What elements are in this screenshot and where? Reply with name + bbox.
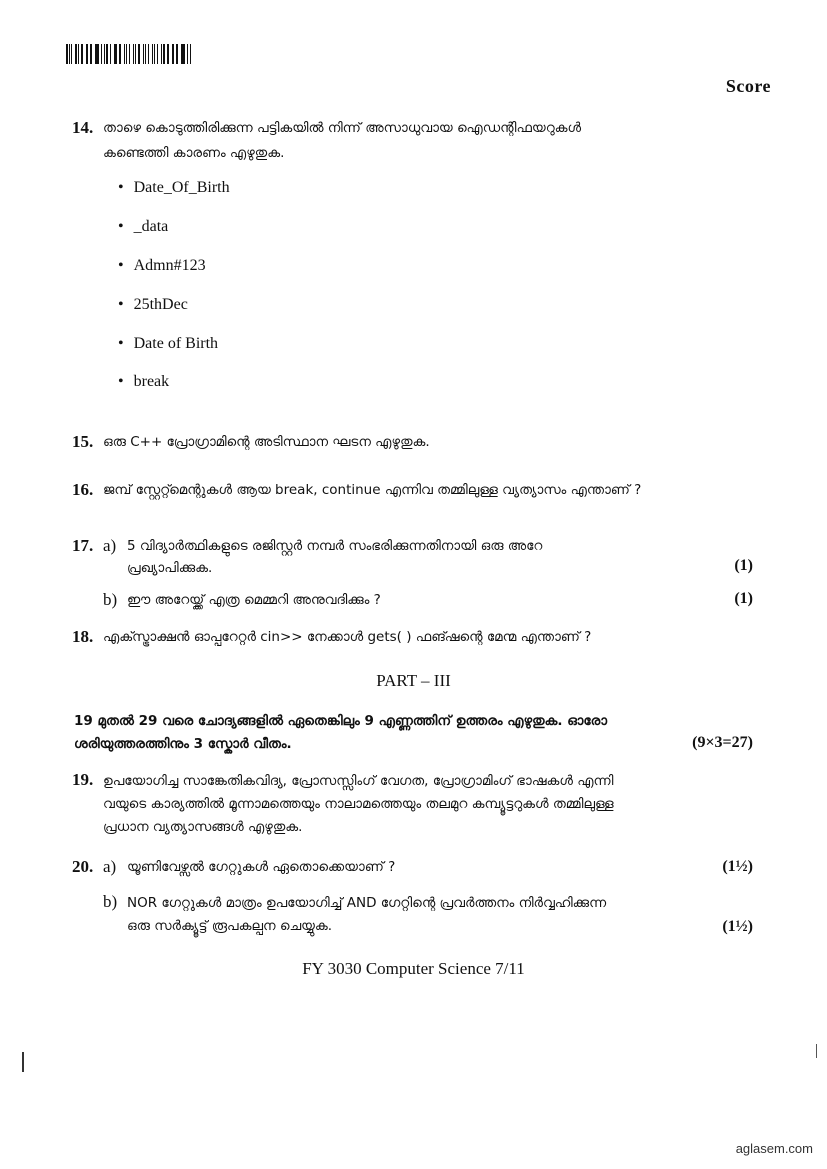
barcode-stripe bbox=[95, 44, 96, 64]
barcode-stripe bbox=[81, 44, 83, 64]
barcode-stripe bbox=[173, 44, 174, 64]
q14-option-1: • Date_Of_Birth bbox=[118, 179, 230, 197]
q14-text-line2: കണ്ടെത്തി കാരണം എഴുതുക. bbox=[103, 145, 285, 161]
barcode bbox=[66, 44, 192, 64]
q14-option-5: • Date of Birth bbox=[118, 335, 218, 353]
barcode-stripe bbox=[106, 44, 108, 64]
q19-number: 19. bbox=[72, 770, 94, 789]
q17-b-label: b) bbox=[103, 590, 118, 609]
barcode-stripe bbox=[154, 44, 156, 64]
barcode-stripe bbox=[75, 44, 77, 64]
q19-line3: പ്രധാന വ്യത്യാസങ്ങൾ എഴുതുക. bbox=[103, 819, 303, 835]
barcode-stripe bbox=[182, 44, 184, 64]
q16-text: ജമ്പ് സ്റ്റേറ്റ്മെന്റുകൾ ആയ break, continue എന്നിവ തമ്മിലുള്ള വ്യത്യാസം എന്താണ് ? bbox=[103, 482, 642, 498]
barcode-stripe bbox=[161, 44, 162, 64]
barcode-stripe bbox=[157, 44, 158, 64]
q14-option-6: • break bbox=[118, 373, 169, 391]
q15-number: 15. bbox=[72, 432, 94, 451]
q19-line2: വയുടെ കാര്യത്തിൽ മൂന്നാമത്തെയും നാലാമത്തെയും തലമുറ കമ്പ്യൂട്ടറുകൾ തമ്മിലുള്ള bbox=[103, 796, 614, 812]
footer-paper-code: FY 3030 Computer Science 7/11 bbox=[302, 959, 525, 978]
part-iii-title: PART – III bbox=[376, 671, 451, 690]
q16-number: 16. bbox=[72, 480, 94, 499]
q18-text: എക്സ്ട്രാക്ഷൻ ഓപ്പറേറ്റർ cin>> നേക്കാൾ gets( ) ഫങ്ഷന്റെ മേന്മ എന്താണ് ? bbox=[103, 629, 592, 645]
barcode-stripe bbox=[101, 44, 102, 64]
score-label: Score bbox=[725, 76, 771, 96]
barcode-stripe bbox=[66, 44, 68, 64]
barcode-stripe bbox=[190, 44, 191, 64]
barcode-stripe bbox=[104, 44, 105, 64]
q20-b-label: b) bbox=[103, 892, 118, 911]
barcode-stripe bbox=[163, 44, 165, 64]
part-iii-total-marks: (9×3=27) bbox=[692, 734, 753, 751]
q14-option-2: • _data bbox=[118, 218, 168, 236]
barcode-stripe bbox=[167, 44, 169, 64]
barcode-stripe bbox=[110, 44, 111, 64]
q20-b-line2: ഒരു സർക്യൂട്ട് രൂപകല്പന ചെയ്യുക. bbox=[127, 918, 333, 934]
barcode-stripe bbox=[119, 44, 121, 64]
barcode-stripe bbox=[138, 44, 140, 64]
q15-text: ഒരു C++ പ്രോഗ്രാമിന്റെ അടിസ്ഥാന ഘടന എഴുതുക. bbox=[103, 434, 430, 450]
barcode-stripe bbox=[143, 44, 144, 64]
q17-a-label: a) bbox=[103, 536, 117, 555]
q17-a-line2: പ്രഖ്യാപിക്കുക. bbox=[127, 560, 213, 576]
barcode-stripe bbox=[145, 44, 147, 64]
barcode-stripe bbox=[172, 44, 173, 64]
part-iii-instruction-line1: 19 മുതൽ 29 വരെ ചോദ്യങ്ങളിൽ ഏതെങ്കിലും 9 എണ്ണത്തിന് ഉത്തരം എഴുതുക. ഓരോ bbox=[74, 713, 608, 729]
q17-a-marks: (1) bbox=[734, 557, 753, 574]
q14-option-4: • 25thDec bbox=[118, 296, 188, 314]
barcode-stripe bbox=[71, 44, 72, 64]
q14-number: 14. bbox=[72, 118, 94, 137]
barcode-stripe bbox=[152, 44, 153, 64]
part-iii-instruction-line2: ശരിയുത്തരത്തിനും 3 സ്കോർ വീതം. bbox=[74, 736, 292, 752]
q20-a-label: a) bbox=[103, 857, 117, 876]
q19-line1: ഉപയോഗിച്ച സാങ്കേതികവിദ്യ, പ്രോസസ്സിംഗ് വേഗത, പ്രോഗ്രാമിംഗ് ഭാഷകൾ എന്നി bbox=[103, 773, 614, 789]
site-watermark[interactable]: aglasem.com bbox=[735, 1141, 813, 1156]
barcode-stripe bbox=[69, 44, 70, 64]
barcode-stripe bbox=[176, 44, 178, 64]
q20-b-line1: NOR ഗേറ്റുകൾ മാത്രം ഉപയോഗിച്ച് AND ഗേറ്റിന്റെ പ്രവർത്തനം നിർവ്വഹിക്കുന്ന bbox=[127, 895, 607, 911]
barcode-stripe bbox=[129, 44, 131, 64]
q18-number: 18. bbox=[72, 627, 94, 646]
margin-mark-left bbox=[22, 1052, 24, 1072]
barcode-stripe bbox=[114, 44, 115, 64]
q17-number: 17. bbox=[72, 536, 94, 555]
barcode-stripe bbox=[87, 44, 88, 64]
q14-option-3: • Admn#123 bbox=[118, 257, 206, 275]
barcode-stripe bbox=[148, 44, 149, 64]
barcode-stripe bbox=[181, 44, 182, 64]
barcode-stripe bbox=[96, 44, 98, 64]
barcode-stripe bbox=[126, 44, 127, 64]
barcode-stripe bbox=[86, 44, 87, 64]
q17-a-line1: 5 വിദ്യാർത്ഥികളുടെ രജിസ്റ്റർ നമ്പർ സംഭരിക്കുന്നതിനായി ഒരു അറേ bbox=[127, 538, 543, 554]
q20-a-marks: (1½) bbox=[722, 858, 753, 875]
q20-a-text: യൂണിവേഴ്സൽ ഗേറ്റുകൾ ഏതൊക്കെയാണ് ? bbox=[127, 859, 396, 875]
barcode-stripe bbox=[78, 44, 79, 64]
q20-b-marks: (1½) bbox=[722, 918, 753, 935]
barcode-stripe bbox=[135, 44, 136, 64]
q20-number: 20. bbox=[72, 857, 94, 876]
q17-b-text: ഈ അറേയ്ക്ക് എത്ര മെമ്മറി അനുവദിക്കും ? bbox=[127, 592, 381, 608]
q14-text-line1: താഴെ കൊടുത്തിരിക്കുന്ന പട്ടികയിൽ നിന്ന് അസാധുവായ ഐഡന്റിഫയറുകൾ bbox=[103, 120, 582, 136]
barcode-stripe bbox=[90, 44, 92, 64]
barcode-stripe bbox=[124, 44, 125, 64]
barcode-stripe bbox=[133, 44, 134, 64]
margin-mark-right bbox=[816, 1044, 817, 1058]
q17-b-marks: (1) bbox=[734, 590, 753, 607]
barcode-stripe bbox=[115, 44, 117, 64]
barcode-stripe bbox=[187, 44, 188, 64]
